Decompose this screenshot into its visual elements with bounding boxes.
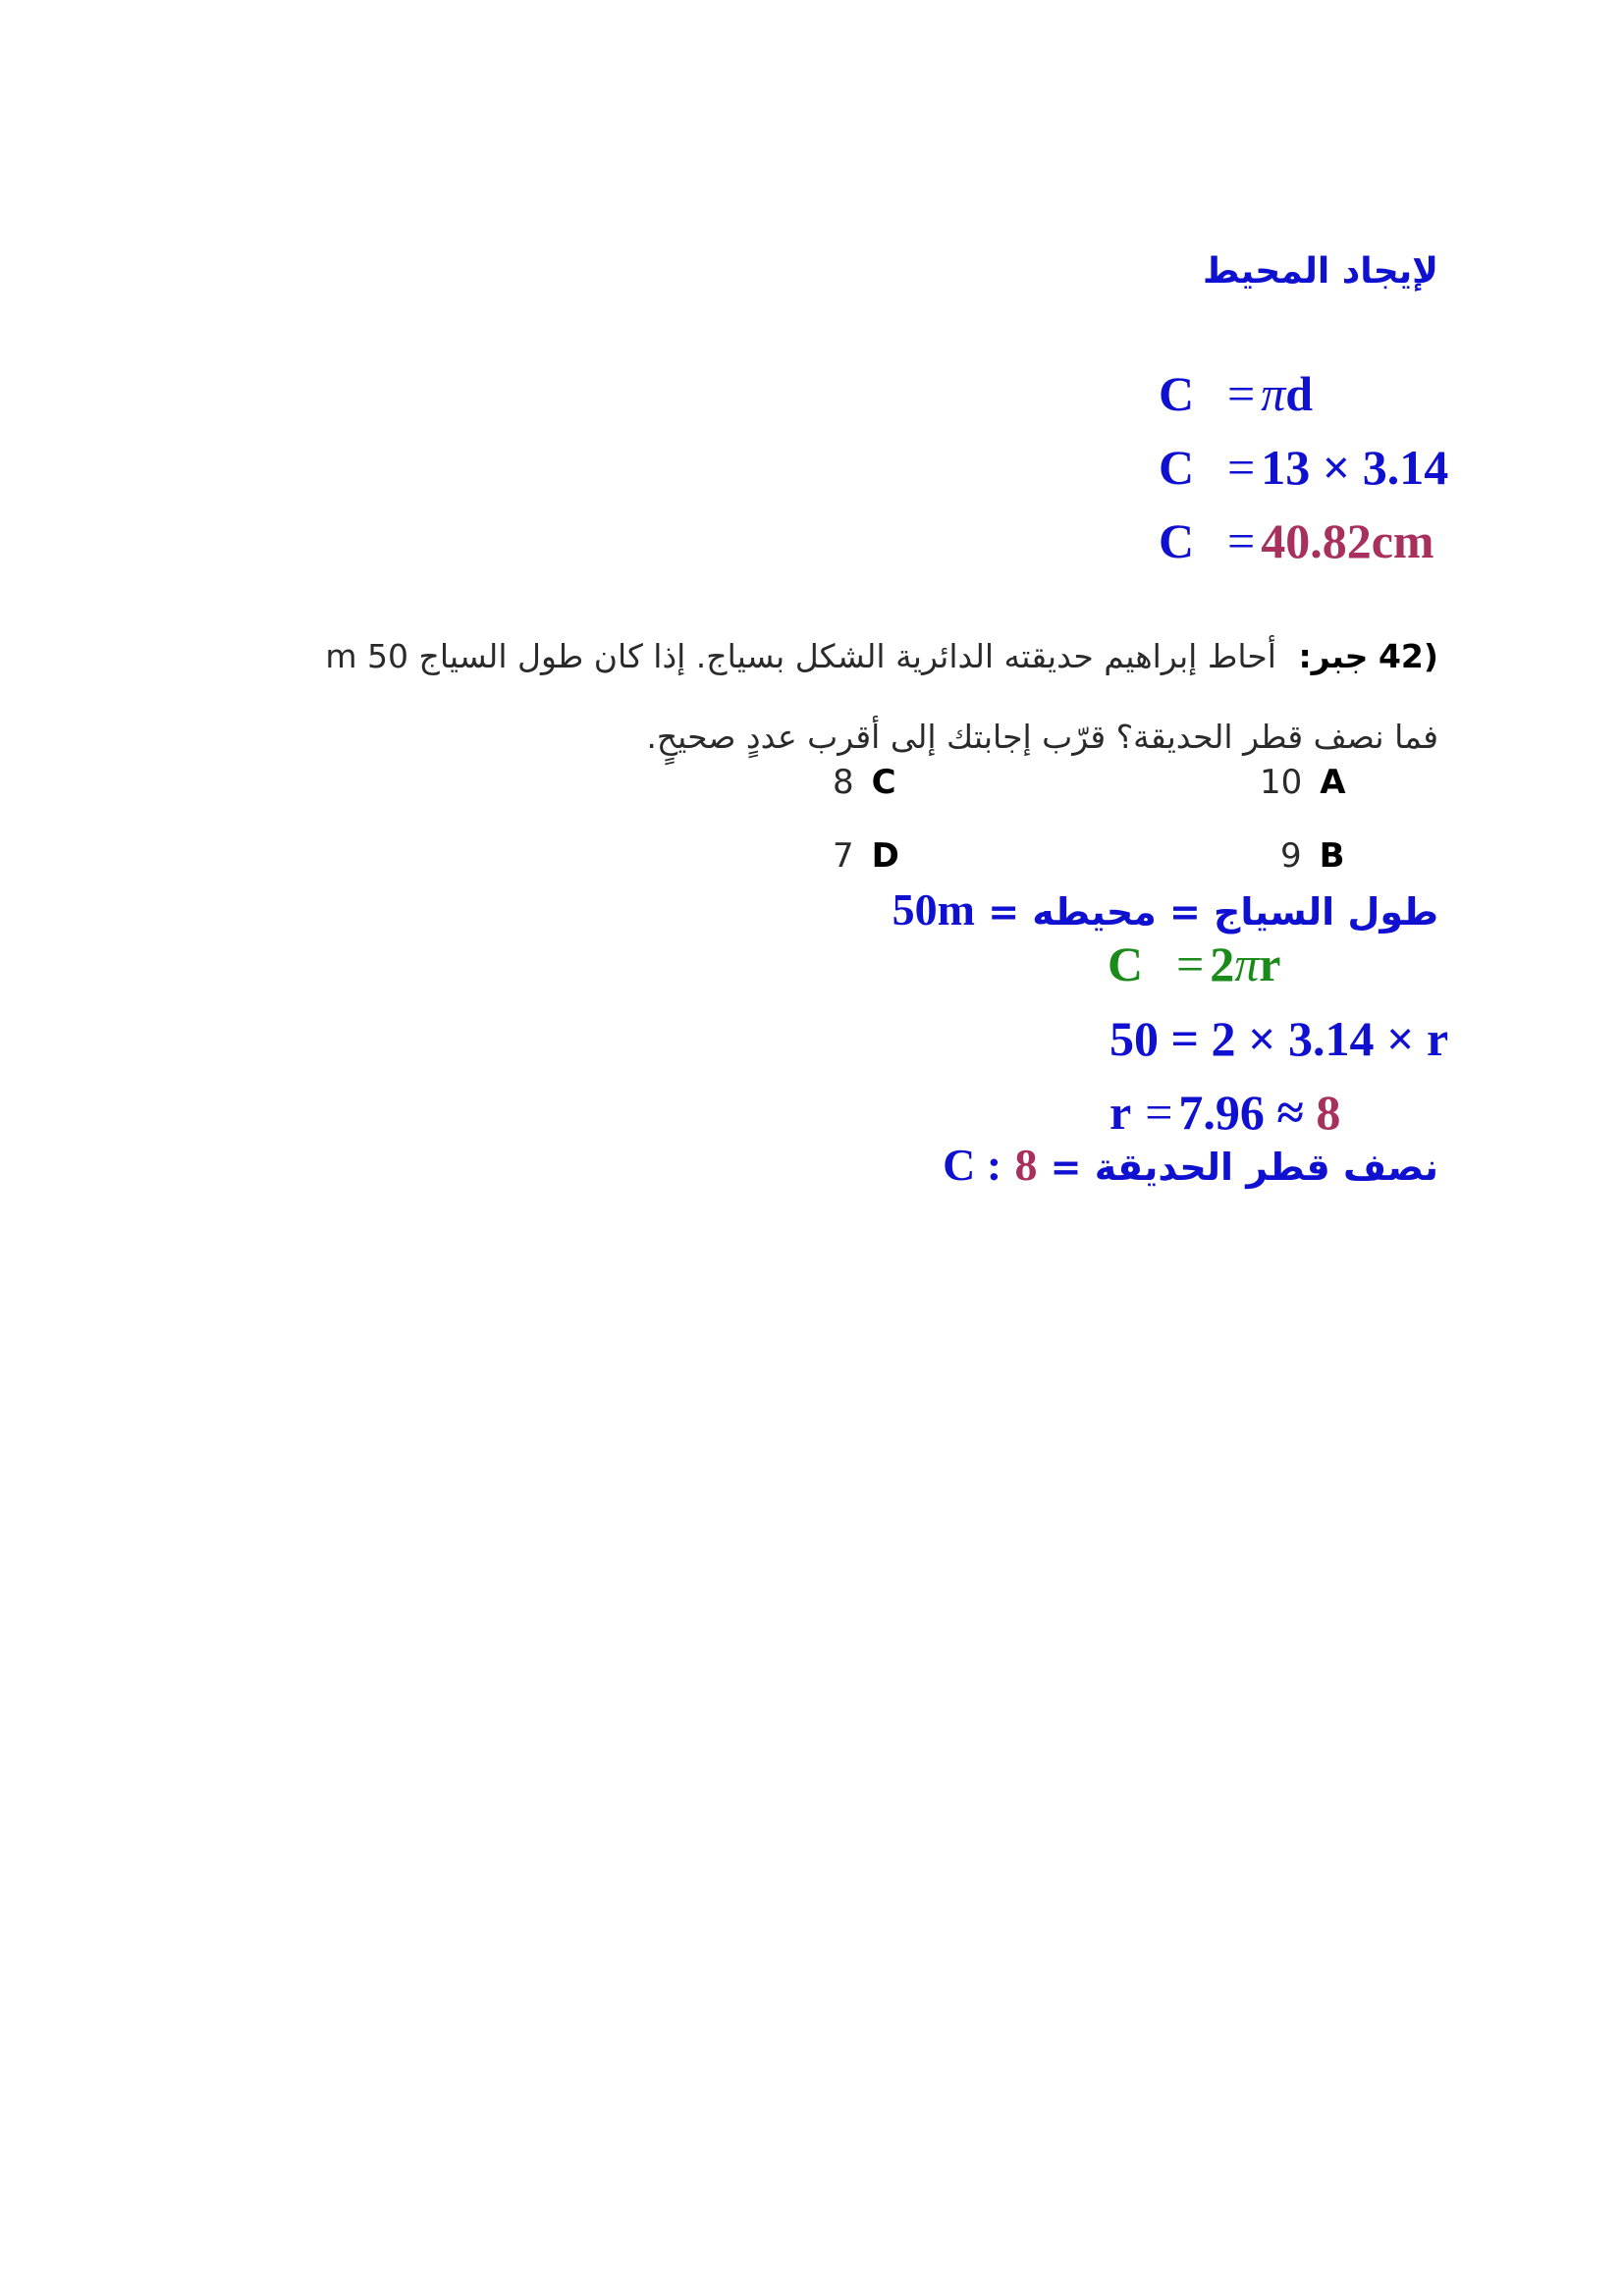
formula-rhs: 13 × 3.14 [1261,440,1449,495]
formula-lhs: C [1108,936,1144,991]
fence-line-text: طول السياج = محيطه = [988,890,1438,934]
formula-substitution-radius: 50 = 2 × 3.14 × r [1109,1011,1449,1066]
formula-lhs: C [1159,440,1195,495]
formula-rhs: d [1285,366,1314,421]
final-answer-value: 8 [1014,1140,1038,1190]
formula-circumference-radius [1108,936,1281,991]
equals-sign: = [1227,366,1256,421]
pi-symbol: π [1261,366,1286,421]
question-number: (42 [1378,637,1438,675]
equals-sign: = [1227,513,1256,568]
radius-value: 7.96 ≈ [1178,1085,1304,1140]
formula-radius-result [1109,1085,1341,1140]
choice-value: 7 [833,836,854,876]
fence-length-value: 50m [892,884,975,934]
formula-lhs: r [1109,1085,1132,1140]
choice-c [833,763,896,802]
formula-lhs: C [1159,366,1195,421]
choice-letter: D [871,836,899,876]
formula-coefficient: 2 [1210,936,1235,991]
final-answer-letter: C : [943,1140,1002,1190]
question-text-1: أحاط إبراهيم حديقته الدائرية الشكل بسياج. إذا كان طول السياج 50 m [325,637,1276,675]
choice-b [1280,836,1345,876]
question-line-1 [196,616,1438,697]
formula-lhs: C [1159,513,1195,568]
result-value: 40.82cm [1261,513,1434,568]
formula-substitution [1159,440,1449,495]
equals-sign: = [1145,1085,1173,1140]
choice-a [1260,763,1346,802]
choice-letter: A [1320,763,1346,802]
formula-radius: r [1259,936,1281,991]
radius-rounded: 8 [1316,1085,1341,1140]
question-42 [196,616,1438,777]
equals-sign: = [1227,440,1256,495]
final-answer-label: نصف قطر الحديقة = [1050,1146,1438,1189]
section-heading: لإيجاد المحيط [1203,251,1438,292]
fence-equals-circumference [893,883,1438,935]
choice-value: 10 [1260,763,1303,802]
choice-d [833,836,899,876]
formula-result [1159,513,1434,568]
final-answer [943,1139,1438,1191]
equals-sign: = [1176,936,1205,991]
choice-value: 9 [1280,836,1302,876]
question-tag: جبر: [1298,637,1369,675]
choice-letter: C [871,763,896,802]
choice-value: 8 [833,763,854,802]
choice-letter: B [1319,836,1345,876]
question-line-2: فما نصف قطر الحديقة؟ قرّب إجابتك إلى أقرب عددٍ صحيحٍ. [646,718,1438,756]
pi-symbol: π [1234,936,1260,991]
formula-circumference [1159,366,1314,421]
